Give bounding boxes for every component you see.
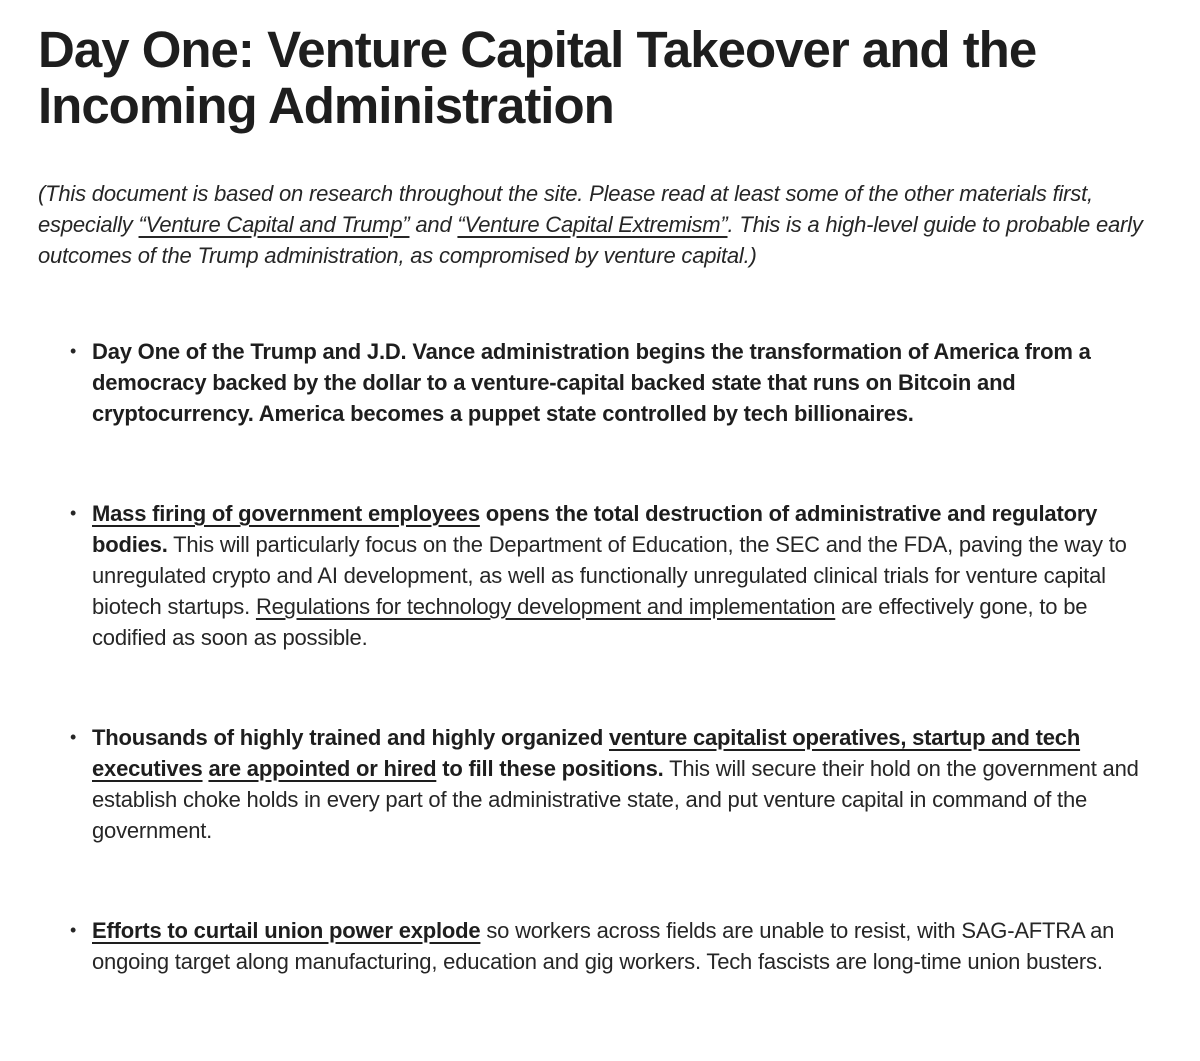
- bullet-list: [38, 336, 1150, 977]
- link-union-power[interactable]: Efforts to curtail union power explode: [92, 918, 481, 943]
- link-venture-capitalist-operatives[interactable]: venture capitalist operatives, startup and tech executives: [92, 725, 1081, 781]
- page-title: Day One: Venture Capital Takeover and the Incoming Administration: [38, 21, 1037, 134]
- intro-text-1: (This document is based on research throughout the site. Please read at least some of the other materials first, especially: [38, 181, 1093, 237]
- bullet-2-bold: opens the total destruction of administrative and regulatory bodies.: [92, 501, 1098, 557]
- bullet-1-bold: Day One of the Trump and J.D. Vance administration begins the transformation of America from a democracy backed by the dollar to a venture-capital backed state that runs on Bitcoin and cryptocurrency. America becomes a puppet state controlled by tech billionaires.: [92, 339, 1091, 426]
- intro-note: [38, 178, 1150, 271]
- list-item: [38, 336, 1150, 429]
- bullet-3-bold-1: Thousands of highly trained and highly organized: [92, 725, 609, 750]
- list-item: [38, 722, 1150, 846]
- bullet-dot: •: [70, 920, 77, 940]
- bullet-2-text-2: are effectively gone, to be codified as soon as possible.: [92, 594, 1088, 650]
- link-regulations[interactable]: Regulations for technology development and implementation: [255, 594, 836, 619]
- bullet-2-text-1: This will particularly focus on the Department of Education, the SEC and the FDA, paving the way to unregulated crypto and AI development, as well as functionally unregulated clinical trials for venture capital biotech startups.: [92, 532, 1127, 619]
- bullet-4-text: so workers across fields are unable to resist, with SAG-AFTRA an ongoing target along manufacturing, education and gig workers. Tech fascists are long-time union busters.: [92, 918, 1115, 974]
- intro-text-2: and: [409, 212, 458, 237]
- bullet-dot: •: [70, 727, 77, 747]
- link-venture-capital-and-trump[interactable]: “Venture Capital and Trump”: [138, 212, 410, 237]
- bullet-dot: •: [70, 503, 77, 523]
- link-mass-firing[interactable]: Mass firing of government employees: [92, 501, 480, 526]
- bullet-3-text: This will secure their hold on the government and establish choke holds in every part of the administrative state, and put venture capital in command of the government.: [92, 756, 1139, 843]
- list-item: [38, 915, 1150, 977]
- bullet-dot: •: [70, 341, 77, 361]
- link-venture-capital-extremism[interactable]: “Venture Capital Extremism”: [457, 212, 728, 237]
- intro-text-3: . This is a high-level guide to probable early outcomes of the Trump administration, as compromised by venture capital.): [38, 212, 1143, 268]
- bullet-3-bold-2: to fill these positions.: [436, 756, 664, 781]
- list-item: [38, 498, 1150, 653]
- link-appointed-or-hired[interactable]: are appointed or hired: [208, 756, 437, 781]
